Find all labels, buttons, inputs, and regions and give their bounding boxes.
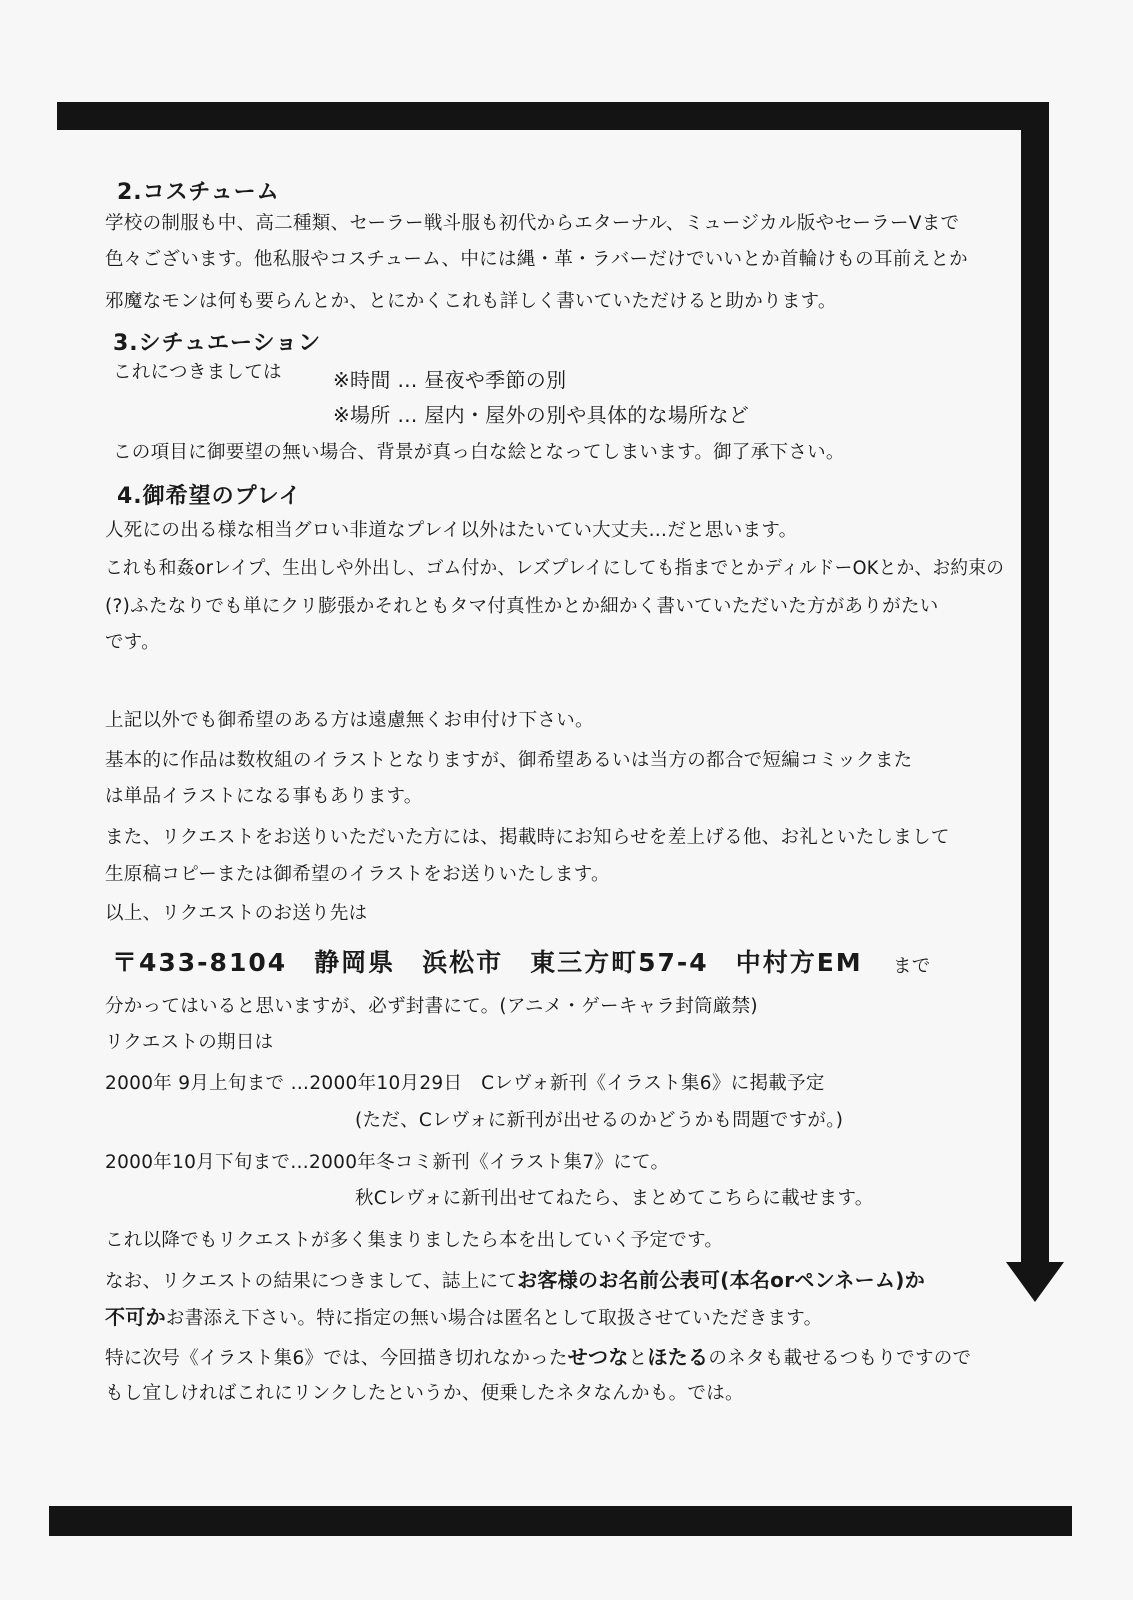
deadline-2-note: 秋Cレヴォに新刊出せてねたら、まとめてこちらに載せます。 [355, 1188, 874, 1209]
right-border-bar [1021, 102, 1049, 1270]
bottom-border-bar [49, 1506, 1072, 1536]
name-disclosure-emphasis: お客様のお名前公表可(本名orペンネーム)か [517, 1268, 926, 1292]
name-disclosure-not-allowed: 不可か [105, 1305, 166, 1329]
mailing-address: 〒433-8104 静岡県 浜松市 東三方町57-4 中村方EM [112, 948, 863, 977]
paragraph-name-disclosure-1 [105, 1270, 925, 1292]
down-arrow-head [1006, 1262, 1064, 1302]
deadline-2: 2000年10月下旬まで…2000年冬コミ新刊《イラスト集7》にて。 [105, 1152, 670, 1173]
next-issue-and: と [628, 1348, 648, 1369]
character-name-setsuna: せつな [567, 1345, 629, 1369]
name-disclosure-intro: なお、リクエストの結果につきまして、誌上にて [105, 1271, 518, 1292]
paragraph-next-issue-1 [105, 1347, 971, 1369]
costume-line-3: 邪魔なモンは何も要らんとか、とにかくこれも詳しく書いていただけると助かります。 [105, 291, 837, 312]
paragraph-deadline-label: リクエストの期日は [105, 1032, 274, 1053]
paragraph-next-issue-2: もし宜しければこれにリンクしたというか、便乗したネタなんかも。では。 [105, 1383, 744, 1404]
paragraph-requests-welcome: 上記以外でも御希望のある方は遠慮無くお申付け下さい。 [105, 710, 594, 731]
paragraph-send-to: 以上、リクエストのお送り先は [105, 903, 368, 924]
paragraph-format-1: 基本的に作品は数枚組のイラストとなりますが、御希望あるいは当方の都合で短編コミックまた [105, 750, 913, 771]
costume-heading: 2.コスチューム [117, 180, 280, 205]
paragraph-reward-2: 生原稿コピーまたは御希望のイラストをお送りいたします。 [105, 864, 610, 885]
top-border-bar [57, 102, 1049, 130]
paragraph-future-books: これ以降でもリクエストが多く集まりましたら本を出していく予定です。 [105, 1230, 724, 1251]
paragraph-format-2: は単品イラストになる事もあります。 [105, 786, 423, 807]
costume-line-1: 学校の制服も中、高二種類、セーラー戦斗服も初代からエターナル、ミュージカル版やセーラーVまで [105, 213, 960, 234]
situation-note: この項目に御要望の無い場合、背景が真っ白な絵となってしまいます。御了承下さい。 [113, 442, 845, 463]
paragraph-reward-1: また、リクエストをお送りいただいた方には、掲載時にお知らせを差上げる他、お礼といたしまして [105, 827, 950, 848]
name-disclosure-outro: お書添え下さい。特に指定の無い場合は匿名として取扱させていただきます。 [165, 1308, 823, 1329]
situation-item-time: ※時間 … 昼夜や季節の別 [333, 368, 567, 392]
next-issue-intro: 特に次号《イラスト集6》では、今回描き切れなかった [105, 1348, 568, 1369]
situation-intro: これにつきましては [113, 362, 282, 383]
paragraph-sealed-letter: 分かってはいると思いますが、必ず封書にて。(アニメ・ゲーキャラ封筒厳禁) [105, 996, 758, 1017]
deadline-1: 2000年 9月上旬まで …2000年10月29日 Cレヴォ新刊《イラスト集6》に掲載予定 [105, 1073, 825, 1094]
play-line-4: です。 [105, 632, 160, 653]
paragraph-name-disclosure-2 [105, 1307, 822, 1329]
character-name-hotaru: ほたる [647, 1345, 709, 1369]
play-heading: 4.御希望のプレイ [117, 484, 302, 509]
play-line-2: これも和姦orレイプ、生出しや外出し、ゴム付か、レズプレイにしても指までとかディルドーOKとか、お約束の [105, 558, 1005, 579]
next-issue-outro: のネタも載せるつもりですので [708, 1348, 972, 1369]
mailing-address-suffix: まで [893, 956, 931, 977]
play-line-1: 人死にの出る様な相当グロい非道なプレイ以外はたいてい大丈夫…だと思います。 [105, 520, 798, 541]
play-line-3: (?)ふたなりでも単にクリ膨張かそれともタマ付真性かとか細かく書いていただいた方がありがたい [105, 596, 939, 617]
costume-line-2: 色々ございます。他私服やコスチューム、中には縄・革・ラバーだけでいいとか首輪けもの耳前えとか [105, 249, 968, 270]
situation-item-place: ※場所 … 屋内・屋外の別や具体的な場所など [333, 403, 750, 427]
deadline-1-note: (ただ、Cレヴォに新刊が出せるのかどうかも問題ですが。) [355, 1110, 844, 1131]
situation-heading: 3.シチュエーション [113, 331, 322, 356]
